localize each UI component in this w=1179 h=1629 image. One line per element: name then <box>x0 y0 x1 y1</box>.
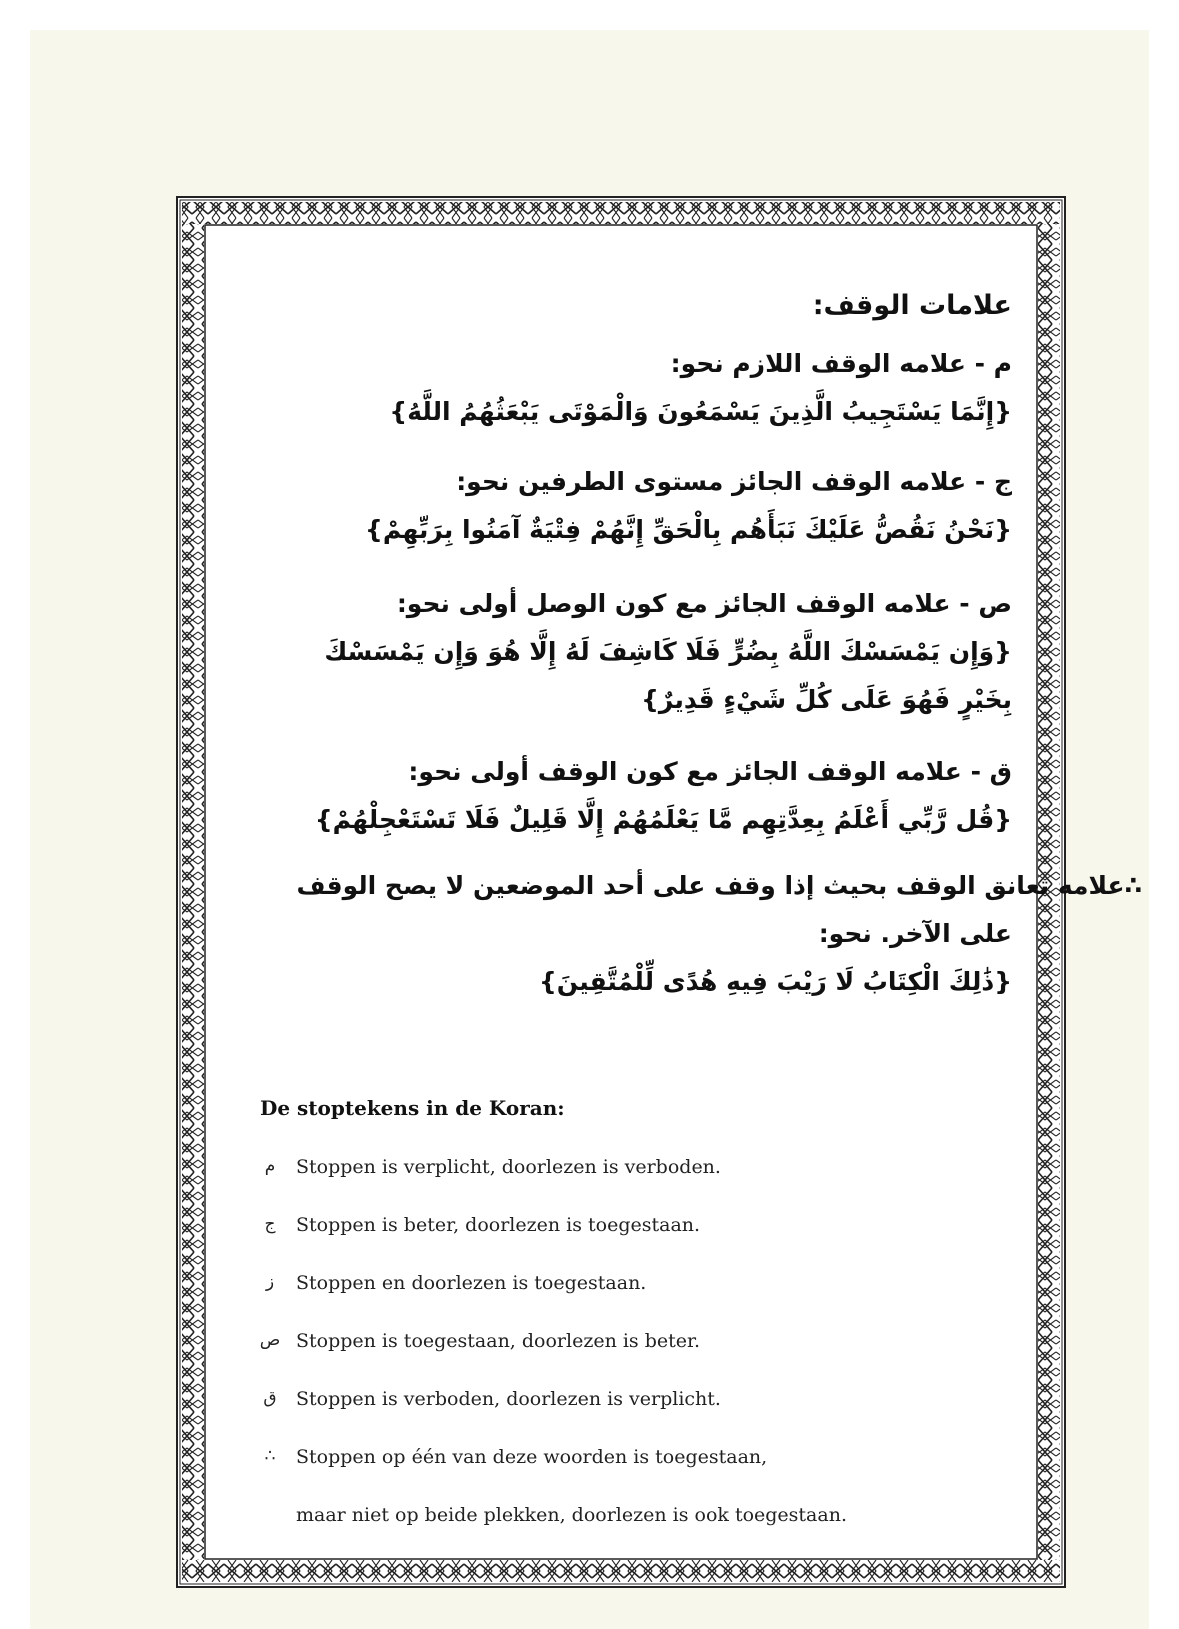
verse: {إِنَّمَا يَسْتَجِيبُ الَّذِينَ يَسْمَعُونَ وَالْمَوْتَى يَبْعَثُهُمُ اللَّهُ} <box>389 397 1012 426</box>
stop-symbol: ز <box>265 1272 275 1292</box>
dutch-title: De stoptekens in de Koran: <box>260 1096 565 1120</box>
verse: {ذَٰلِكَ الْكِتَابُ لَا رَيْبَ فِيهِ هُدًى لِّلْمُتَّقِينَ} <box>538 967 1012 996</box>
stop-symbol: ص <box>259 1330 281 1350</box>
section-sad <box>324 580 1012 724</box>
stop-symbol: م <box>264 1156 276 1176</box>
stop-description: Stoppen is verboden, doorlezen is verplicht. <box>296 1388 721 1410</box>
section-label: ق - علامه الوقف الجائز مع كون الوقف أولى نحو: <box>408 757 1012 786</box>
stop-symbol: ج <box>264 1214 276 1234</box>
arabic-title: علامات الوقف: <box>812 290 1012 321</box>
section-embrace-cont <box>539 910 1012 1006</box>
page-sheet <box>30 30 1149 1629</box>
page-content <box>210 230 1142 1554</box>
verse: {قُل رَّبِّي أَعْلَمُ بِعِدَّتِهِم مَّا يَعْلَمُهُمْ إِلَّا قَلِيلٌ فَلَا تَسْتَعْجِلْهُمْ} <box>314 805 1012 834</box>
stop-symbol: ق <box>263 1388 277 1408</box>
stop-description: Stoppen is beter, doorlezen is toegestaan. <box>296 1214 701 1236</box>
section-qaf <box>315 748 1012 844</box>
section-label: ج - علامه الوقف الجائز مستوى الطرفين نحو: <box>456 467 1012 496</box>
section-embrace <box>296 862 1142 910</box>
stop-description: maar niet op beide plekken, doorlezen is ook toegestaan. <box>296 1504 847 1526</box>
verse: {نَحْنُ نَقُصُّ عَلَيْكَ نَبَأَهُم بِالْحَقِّ إِنَّهُمْ فِتْيَةٌ آمَنُوا بِرَبِّهِمْ} <box>365 515 1012 544</box>
section-label: ∴علامه تعانق الوقف بحيث إذا وقف على أحد الموضعين لا يصح الوقف <box>296 871 1142 900</box>
verse: {وَإِن يَمْسَسْكَ اللَّهُ بِضُرٍّ فَلَا كَاشِفَ لَهُ إِلَّا هُوَ وَإِن يَمْسَسْكَ <box>324 637 1012 666</box>
stop-description: Stoppen op één van deze woorden is toegestaan, <box>296 1446 768 1468</box>
section-label: م - علامه الوقف اللازم نحو: <box>670 349 1012 378</box>
stop-description: Stoppen is toegestaan, doorlezen is beter. <box>296 1330 701 1352</box>
section-mim <box>389 340 1012 436</box>
verse-continuation: بِخَيْرٍ فَهُوَ عَلَى كُلِّ شَيْءٍ قَدِيرٌ} <box>641 685 1012 714</box>
stop-symbol: ∴ <box>264 1446 276 1466</box>
decorative-frame <box>176 196 1142 1588</box>
section-jim <box>365 458 1012 554</box>
section-label: على الآخر. نحو: <box>818 919 1012 948</box>
stop-description: Stoppen en doorlezen is toegestaan. <box>296 1272 647 1294</box>
section-label: ص - علامه الوقف الجائز مع كون الوصل أولى نحو: <box>396 589 1012 618</box>
stop-description: Stoppen is verplicht, doorlezen is verboden. <box>296 1156 721 1178</box>
